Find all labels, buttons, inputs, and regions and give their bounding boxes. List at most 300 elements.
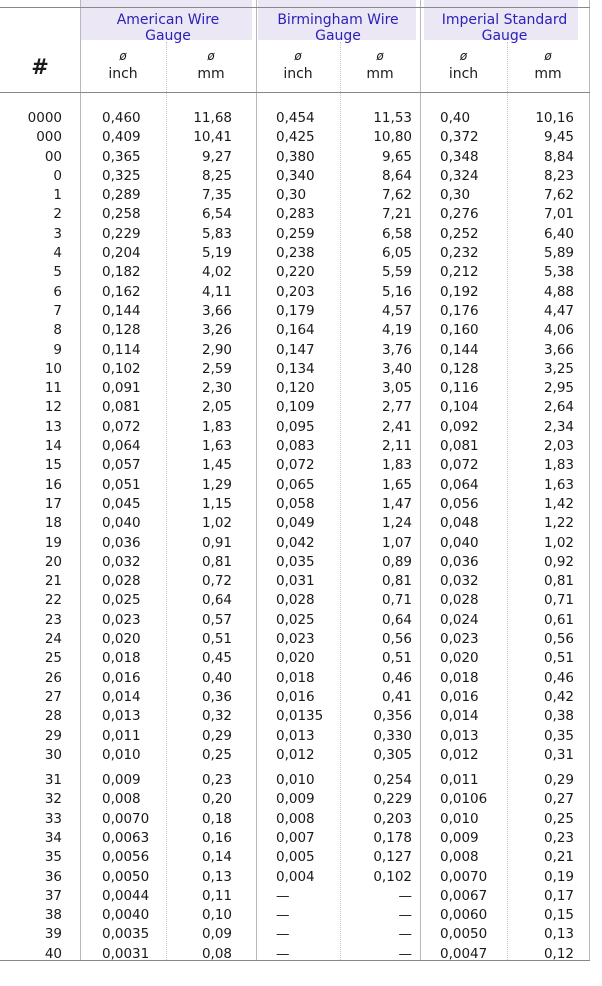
- gauge-number-cell: 0: [53, 167, 62, 184]
- bwg-inch-cell: 0,031: [276, 573, 315, 590]
- table-row: [0, 360, 590, 379]
- gauge-number-cell: 28: [44, 708, 62, 725]
- bwg-mm-cell: 2,11: [381, 438, 412, 455]
- bwg-inch-cell: 0,179: [276, 302, 315, 319]
- unit-inch-label: inch: [448, 66, 479, 82]
- isg-mm-cell: 0,81: [543, 573, 574, 590]
- awg-mm-cell: 0,20: [201, 791, 232, 808]
- isg-mm-cell: 0,35: [543, 727, 574, 744]
- bwg-mm-cell: 0,64: [381, 611, 412, 628]
- isg-mm-cell: 2,34: [543, 418, 574, 435]
- isg-inch-cell: 0,232: [440, 245, 479, 262]
- awg-inch-cell: 0,460: [102, 110, 141, 126]
- awg-inch-cell: 0,409: [102, 129, 141, 146]
- bwg-mm-cell: —: [398, 887, 412, 904]
- table-row: [0, 302, 590, 321]
- diameter-icon: ø: [207, 49, 215, 63]
- awg-mm-cell: 0,45: [201, 650, 232, 667]
- bwg-inch-cell: 0,004: [276, 868, 315, 885]
- table-row: [0, 476, 590, 495]
- awg-mm-cell: 1,45: [201, 457, 232, 474]
- gauge-number-cell: 17: [44, 495, 62, 512]
- bwg-inch-cell: 0,259: [276, 225, 315, 242]
- awg-inch-cell: 0,064: [102, 438, 141, 455]
- isg-inch-cell: 0,010: [440, 810, 479, 827]
- bwg-mm-cell: 7,62: [381, 187, 412, 204]
- bwg-mm-cell: 5,59: [381, 264, 412, 281]
- isg-mm-cell: 1,22: [543, 515, 574, 532]
- bwg-inch-cell: 0,220: [276, 264, 315, 281]
- bwg-mm-cell: 0,71: [381, 592, 412, 609]
- bwg-mm-cell: 0,254: [373, 772, 412, 789]
- isg-inch-cell: 0,020: [440, 650, 479, 667]
- bwg-mm-cell: 0,356: [373, 708, 412, 725]
- isg-inch-cell: 0,30: [440, 187, 471, 204]
- isg-inch-cell: 0,40: [440, 110, 471, 126]
- awg-mm-cell: 0,18: [201, 810, 232, 827]
- awg-mm-cell: 0,57: [201, 611, 232, 628]
- bwg-mm-cell: 7,21: [381, 206, 412, 223]
- awg-inch-cell: 0,229: [102, 225, 141, 242]
- unit-mm-label: mm: [197, 66, 225, 82]
- gauge-number-cell: 33: [44, 810, 62, 827]
- diameter-icon: ø: [544, 49, 552, 63]
- awg-mm-cell: 1,02: [201, 515, 232, 532]
- awg-mm-cell: 0,16: [201, 829, 232, 846]
- isg-mm-cell: 0,15: [543, 907, 574, 924]
- table-row: [0, 887, 590, 906]
- awg-inch-cell: 0,081: [102, 399, 141, 416]
- isg-mm-cell: 1,02: [543, 534, 574, 551]
- awg-inch-cell: 0,0031: [102, 945, 150, 962]
- bwg-mm-cell: 0,56: [381, 631, 412, 648]
- awg-inch-cell: 0,0063: [102, 829, 150, 846]
- table-row: [0, 591, 590, 610]
- unit-inch-label: inch: [108, 66, 138, 82]
- awg-mm-cell: 8,25: [201, 167, 232, 184]
- table-row: [0, 167, 590, 186]
- awg-inch-cell: 0,0044: [102, 887, 150, 904]
- bwg-inch-cell: 0,147: [276, 341, 315, 358]
- bwg-inch-cell: —: [276, 907, 290, 924]
- imperial-standard-gauge-header: Imperial Standard Gauge: [441, 12, 568, 44]
- awg-inch-cell: 0,045: [102, 495, 141, 512]
- isg-mm-cell: 5,38: [543, 264, 574, 281]
- awg-inch-cell: 0,0035: [102, 926, 150, 943]
- table-row: [0, 925, 590, 944]
- isg-mm-cell: 0,56: [543, 631, 574, 648]
- table-row: [0, 514, 590, 533]
- bwg-inch-cell: 0,283: [276, 206, 315, 223]
- table-row: [0, 321, 590, 340]
- isg-mm-cell: 8,84: [543, 148, 574, 165]
- awg-inch-cell: 0,144: [102, 302, 141, 319]
- isg-mm-cell: 0,38: [543, 708, 574, 725]
- gauge-number-cell: 39: [44, 926, 62, 943]
- awg-inch-cell: 0,014: [102, 688, 141, 705]
- bwg-inch-cell: 0,340: [276, 167, 315, 184]
- awg-mm-cell: 11,68: [193, 110, 232, 126]
- bwg-inch-cell: 0,009: [276, 791, 315, 808]
- awg-inch-cell: 0,091: [102, 380, 141, 397]
- isg-inch-cell: 0,372: [440, 129, 479, 146]
- diameter-icon: ø: [376, 49, 384, 63]
- isg-mm-cell: 0,12: [543, 945, 574, 962]
- gauge-number-cell: 5: [53, 264, 62, 281]
- awg-mm-cell: 7,35: [201, 187, 232, 204]
- american-wire-gauge-header: American Wire Gauge: [116, 12, 220, 44]
- awg-inch-cell: 0,013: [102, 708, 141, 725]
- gauge-number-cell: 8: [53, 322, 62, 339]
- bwg-inch-cell: 0,380: [276, 148, 315, 165]
- bwg-mm-cell: —: [398, 907, 412, 924]
- bwg-inch-cell: 0,0135: [276, 708, 324, 725]
- awg-mm-cell: 6,54: [201, 206, 232, 223]
- gauge-number-cell: 35: [44, 849, 62, 866]
- header-rule: [0, 92, 590, 93]
- gauge-number-cell: 13: [44, 418, 62, 435]
- gauge-number-cell: 34: [44, 829, 62, 846]
- table-row: [0, 829, 590, 848]
- isg-inch-cell: 0,212: [440, 264, 479, 281]
- bwg-mm-cell: 0,102: [373, 868, 412, 885]
- awg-inch-cell: 0,020: [102, 631, 141, 648]
- bwg-mm-cell: 8,64: [381, 167, 412, 184]
- gauge-number-cell: 29: [44, 727, 62, 744]
- isg-inch-cell: 0,011: [440, 772, 479, 789]
- bwg-inch-cell: 0,008: [276, 810, 315, 827]
- gauge-number-cell: 00: [44, 148, 62, 165]
- diameter-icon: ø: [459, 49, 468, 63]
- isg-mm-cell: 6,40: [543, 225, 574, 242]
- bwg-inch-cell: —: [276, 926, 290, 943]
- gauge-number-cell: 37: [44, 887, 62, 904]
- table-row: [0, 572, 590, 591]
- gauge-number-cell: 0000: [27, 110, 62, 126]
- awg-inch-cell: 0,008: [102, 791, 141, 808]
- isg-inch-cell: 0,0070: [440, 868, 488, 885]
- gauge-number-cell: 12: [44, 399, 62, 416]
- bwg-mm-cell: 0,41: [381, 688, 412, 705]
- awg-inch-cell: 0,040: [102, 515, 141, 532]
- table-row: [0, 810, 590, 829]
- isg-inch-cell: 0,040: [440, 534, 479, 551]
- awg-mm-cell: 5,19: [201, 245, 232, 262]
- gauge-number-cell: 000: [36, 129, 62, 146]
- bwg-inch-cell: 0,025: [276, 611, 315, 628]
- isg-inch-cell: 0,056: [440, 495, 479, 512]
- isg-inch-cell: 0,036: [440, 553, 479, 570]
- table-row: [0, 128, 590, 147]
- isg-mm-cell: 0,42: [543, 688, 574, 705]
- isg-mm-cell: 2,03: [543, 438, 574, 455]
- table-row: [0, 868, 590, 887]
- table-row: [0, 186, 590, 205]
- bwg-inch-cell: 0,134: [276, 360, 315, 377]
- awg-mm-cell: 0,23: [201, 772, 232, 789]
- bwg-mm-cell: 0,178: [373, 829, 412, 846]
- bwg-inch-cell: 0,023: [276, 631, 315, 648]
- awg-mm-cell: 0,64: [201, 592, 232, 609]
- top-rule: [0, 7, 590, 8]
- isg-inch-cell: 0,092: [440, 418, 479, 435]
- awg-inch-cell: 0,128: [102, 322, 141, 339]
- bwg-mm-cell: 0,51: [381, 650, 412, 667]
- isg-mm-cell: 3,66: [543, 341, 574, 358]
- bwg-inch-cell: 0,425: [276, 129, 315, 146]
- gauge-number-cell: 25: [44, 650, 62, 667]
- bwg-inch-cell: 0,120: [276, 380, 315, 397]
- awg-mm-cell: 5,83: [201, 225, 232, 242]
- awg-inch-cell: 0,0050: [102, 868, 150, 885]
- isg-inch-cell: 0,064: [440, 476, 479, 493]
- bwg-mm-cell: 4,57: [381, 302, 412, 319]
- awg-mm-cell: 0,32: [201, 708, 232, 725]
- table-row: [0, 790, 590, 809]
- bwg-mm-cell: 0,81: [381, 573, 412, 590]
- isg-inch-cell: 0,0067: [440, 887, 488, 904]
- isg-inch-cell: 0,192: [440, 283, 479, 300]
- awg-mm-cell: 2,59: [201, 360, 232, 377]
- bwg-mm-cell: 1,83: [381, 457, 412, 474]
- isg-mm-cell: 0,17: [543, 887, 574, 904]
- table-row: [0, 534, 590, 553]
- isg-mm-cell: 10,16: [535, 110, 574, 126]
- bwg-inch-cell: 0,013: [276, 727, 315, 744]
- awg-inch-cell: 0,028: [102, 573, 141, 590]
- isg-mm-cell: 7,01: [543, 206, 574, 223]
- isg-inch-cell: 0,0050: [440, 926, 488, 943]
- isg-inch-cell: 0,252: [440, 225, 479, 242]
- isg-inch-cell: 0,081: [440, 438, 479, 455]
- gauge-number-cell: 32: [44, 791, 62, 808]
- gauge-number-cell: 7: [53, 302, 62, 319]
- isg-mm-cell: 0,71: [543, 592, 574, 609]
- bwg-inch-cell: 0,028: [276, 592, 315, 609]
- table-row: [0, 611, 590, 630]
- gauge-number-cell: 27: [44, 688, 62, 705]
- isg-inch-cell: 0,0106: [440, 791, 488, 808]
- gauge-number-cell: 11: [44, 380, 62, 397]
- bwg-inch-cell: 0,005: [276, 849, 315, 866]
- isg-inch-cell: 0,024: [440, 611, 479, 628]
- awg-inch-cell: 0,072: [102, 418, 141, 435]
- awg-inch-cell: 0,182: [102, 264, 141, 281]
- awg-mm-cell: 2,90: [201, 341, 232, 358]
- awg-mm-cell: 1,15: [201, 495, 232, 512]
- isg-inch-cell: 0,0060: [440, 907, 488, 924]
- bwg-inch-cell: 0,30: [276, 187, 307, 204]
- gauge-number-cell: 9: [53, 341, 62, 358]
- gauge-number-cell: 15: [44, 457, 62, 474]
- awg-mm-cell: 1,63: [201, 438, 232, 455]
- table-row: [0, 771, 590, 790]
- gauge-number-cell: 6: [53, 283, 62, 300]
- awg-inch-cell: 0,102: [102, 360, 141, 377]
- isg-mm-cell: 0,21: [543, 849, 574, 866]
- bwg-inch-cell: 0,035: [276, 553, 315, 570]
- table-row: [0, 456, 590, 475]
- awg-inch-cell: 0,114: [102, 341, 141, 358]
- gauge-number-cell: 20: [44, 553, 62, 570]
- awg-mm-cell: 1,83: [201, 418, 232, 435]
- bwg-inch-cell: 0,010: [276, 772, 315, 789]
- gauge-number-cell: 38: [44, 907, 62, 924]
- isg-inch-cell: 0,016: [440, 688, 479, 705]
- table-row: [0, 746, 590, 765]
- table-row: [0, 649, 590, 668]
- isg-mm-cell: 0,92: [543, 553, 574, 570]
- gauge-number-cell: 26: [44, 669, 62, 686]
- bwg-mm-cell: 0,46: [381, 669, 412, 686]
- bwg-mm-cell: 0,89: [381, 553, 412, 570]
- awg-inch-cell: 0,289: [102, 187, 141, 204]
- isg-inch-cell: 0,028: [440, 592, 479, 609]
- awg-mm-cell: 0,91: [201, 534, 232, 551]
- table-row: [0, 906, 590, 925]
- isg-mm-cell: 2,95: [543, 380, 574, 397]
- table-row: [0, 727, 590, 746]
- table-body: [0, 109, 590, 964]
- bwg-inch-cell: 0,083: [276, 438, 315, 455]
- awg-mm-cell: 0,72: [201, 573, 232, 590]
- bwg-mm-cell: —: [398, 945, 412, 962]
- gauge-number-cell: 24: [44, 631, 62, 648]
- awg-mm-cell: 3,66: [201, 302, 232, 319]
- awg-mm-cell: 0,81: [201, 553, 232, 570]
- awg-inch-cell: 0,258: [102, 206, 141, 223]
- awg-inch-cell: 0,009: [102, 772, 141, 789]
- unit-mm-label: mm: [366, 66, 394, 82]
- awg-inch-cell: 0,018: [102, 650, 141, 667]
- awg-inch-cell: 0,0070: [102, 810, 150, 827]
- gauge-number-cell: 21: [44, 573, 62, 590]
- awg-mm-cell: 0,29: [201, 727, 232, 744]
- bwg-inch-cell: 0,203: [276, 283, 315, 300]
- awg-inch-cell: 0,023: [102, 611, 141, 628]
- gauge-number-cell: 31: [44, 772, 62, 789]
- bwg-mm-cell: 2,41: [381, 418, 412, 435]
- bwg-mm-cell: 1,07: [381, 534, 412, 551]
- table-row: [0, 263, 590, 282]
- awg-inch-cell: 0,0056: [102, 849, 150, 866]
- bwg-mm-cell: 0,203: [373, 810, 412, 827]
- table-row: [0, 205, 590, 224]
- isg-inch-cell: 0,0047: [440, 945, 488, 962]
- diameter-icon: ø: [119, 49, 127, 63]
- awg-mm-cell: 0,40: [201, 669, 232, 686]
- isg-mm-cell: 3,25: [543, 360, 574, 377]
- gauge-number-cell: 2: [53, 206, 62, 223]
- isg-mm-cell: 0,29: [543, 772, 574, 789]
- bwg-inch-cell: 0,095: [276, 418, 315, 435]
- awg-mm-cell: 0,09: [201, 926, 232, 943]
- bwg-inch-cell: 0,065: [276, 476, 315, 493]
- awg-mm-cell: 1,29: [201, 476, 232, 493]
- isg-mm-cell: 4,47: [543, 302, 574, 319]
- awg-inch-cell: 0,365: [102, 148, 141, 165]
- isg-mm-cell: 9,45: [543, 129, 574, 146]
- isg-inch-cell: 0,324: [440, 167, 479, 184]
- bwg-mm-cell: 6,05: [381, 245, 412, 262]
- table-row: [0, 495, 590, 514]
- bwg-inch-cell: 0,049: [276, 515, 315, 532]
- bwg-mm-cell: 6,58: [381, 225, 412, 242]
- isg-mm-cell: 0,51: [543, 650, 574, 667]
- isg-inch-cell: 0,012: [440, 746, 479, 763]
- gauge-number-cell: 10: [44, 360, 62, 377]
- unit-mm-label: mm: [534, 66, 562, 82]
- isg-mm-cell: 5,89: [543, 245, 574, 262]
- isg-inch-cell: 0,009: [440, 829, 479, 846]
- isg-mm-cell: 4,88: [543, 283, 574, 300]
- awg-mm-cell: 10,41: [193, 129, 232, 146]
- isg-mm-cell: 0,23: [543, 829, 574, 846]
- isg-mm-cell: 1,63: [543, 476, 574, 493]
- gauge-number-cell: 1: [53, 187, 62, 204]
- bwg-mm-cell: —: [398, 926, 412, 943]
- isg-inch-cell: 0,014: [440, 708, 479, 725]
- awg-mm-cell: 0,11: [201, 887, 232, 904]
- isg-inch-cell: 0,013: [440, 727, 479, 744]
- isg-inch-cell: 0,160: [440, 322, 479, 339]
- bwg-inch-cell: 0,012: [276, 746, 315, 763]
- table-row: [0, 398, 590, 417]
- bwg-inch-cell: 0,109: [276, 399, 315, 416]
- bwg-inch-cell: 0,058: [276, 495, 315, 512]
- awg-inch-cell: 0,051: [102, 476, 141, 493]
- bwg-mm-cell: 1,65: [381, 476, 412, 493]
- awg-mm-cell: 0,13: [201, 868, 232, 885]
- awg-inch-cell: 0,016: [102, 669, 141, 686]
- bwg-inch-cell: 0,238: [276, 245, 315, 262]
- isg-inch-cell: 0,348: [440, 148, 479, 165]
- gauge-number-cell: 22: [44, 592, 62, 609]
- gauge-number-header: #: [31, 55, 49, 79]
- bwg-mm-cell: 10,80: [373, 129, 412, 146]
- gauge-number-cell: 4: [53, 245, 62, 262]
- table-row: [0, 688, 590, 707]
- bwg-mm-cell: 0,127: [373, 849, 412, 866]
- table-row: [0, 148, 590, 167]
- awg-inch-cell: 0,032: [102, 553, 141, 570]
- bwg-mm-cell: 11,53: [373, 110, 412, 126]
- bwg-mm-cell: 1,47: [381, 495, 412, 512]
- isg-mm-cell: 1,42: [543, 495, 574, 512]
- isg-mm-cell: 2,64: [543, 399, 574, 416]
- awg-mm-cell: 0,51: [201, 631, 232, 648]
- awg-inch-cell: 0,162: [102, 283, 141, 300]
- awg-mm-cell: 0,10: [201, 907, 232, 924]
- isg-inch-cell: 0,128: [440, 360, 479, 377]
- isg-inch-cell: 0,276: [440, 206, 479, 223]
- isg-inch-cell: 0,144: [440, 341, 479, 358]
- gauge-number-cell: 30: [44, 746, 62, 763]
- isg-mm-cell: 4,06: [543, 322, 574, 339]
- bwg-inch-cell: 0,072: [276, 457, 315, 474]
- isg-inch-cell: 0,072: [440, 457, 479, 474]
- isg-mm-cell: 0,27: [543, 791, 574, 808]
- awg-inch-cell: 0,325: [102, 167, 141, 184]
- isg-mm-cell: 8,23: [543, 167, 574, 184]
- awg-mm-cell: 4,11: [201, 283, 232, 300]
- isg-inch-cell: 0,116: [440, 380, 479, 397]
- isg-inch-cell: 0,104: [440, 399, 479, 416]
- awg-mm-cell: 0,25: [201, 746, 232, 763]
- awg-mm-cell: 0,36: [201, 688, 232, 705]
- bwg-mm-cell: 5,16: [381, 283, 412, 300]
- awg-inch-cell: 0,0040: [102, 907, 150, 924]
